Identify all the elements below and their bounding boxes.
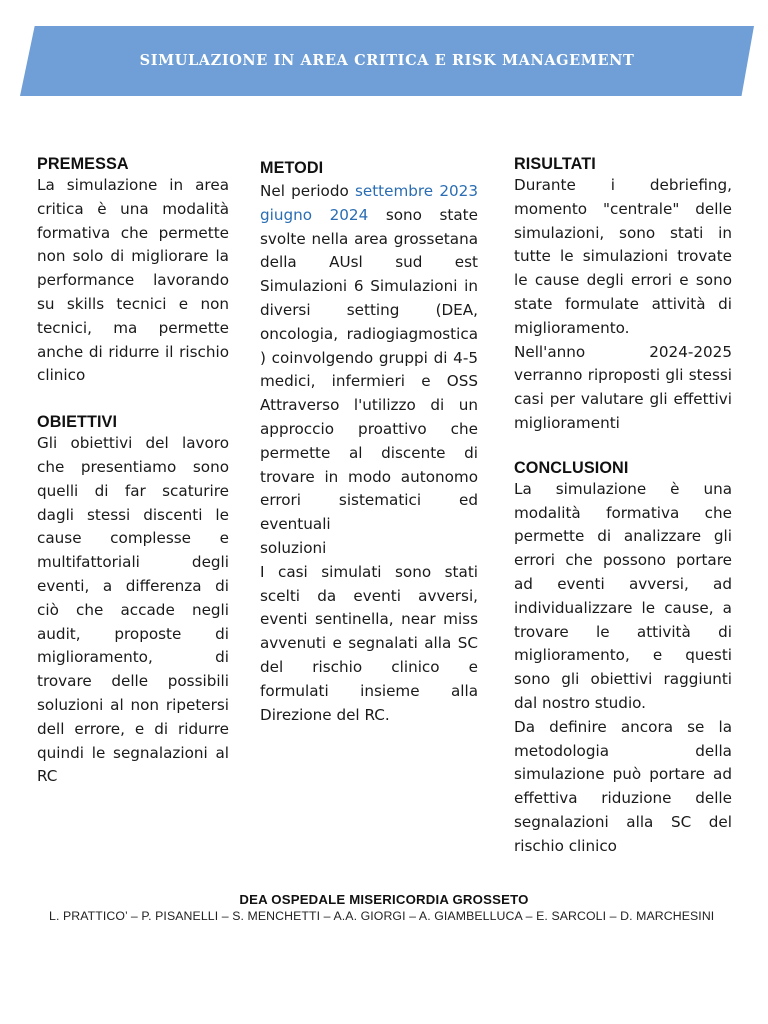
risultati-heading: RISULTATI [514,155,596,173]
right-column [514,150,732,859]
metodi-text-rest: sono state svolte nella area grossetana della AUsl sud est Simulazioni 6 Simulazioni in diversi setting (DEA, oncologia, radiogiagmostica ) coinvolgendo gruppi di 4-5 medici, infermieri e OSS Attraverso l'utilizzo di un approccio proattivo che permette al discente di trovare in modo autonomo errori sistematici ed eventuali [260,205,478,534]
section-spacer [37,388,229,412]
obiettivi-heading: OBIETTIVI [37,413,118,432]
risultati-text-2: Nell'anno 2024-2025 verranno riproposti gli stessi casi per valutare gli effettivi miglioramenti [514,342,732,432]
metodi-text-cases: I casi simulati sono stati scelti da eventi avversi, eventi sentinella, near miss avvenuti e segnalati alla SC del rischio clinico e formulati insieme alla Direzione del RC. [260,562,478,724]
footer-institution: DEA OSPEDALE MISERICORDIA GROSSETO [239,892,529,907]
obiettivi-text: Gli obiettivi del lavoro che presentiamo sono quelli di far scaturire dagli stessi discenti le cause complesse e multifattoriali degli eventi, a differenza di ciò che accade negli audit, proposte di miglioramento, di trovare delle possibili soluzioni al non ripetersi dell errore, e di ridurre quindi le segnalazioni al RC [37,434,229,786]
metodi-heading: METODI [260,159,324,177]
risultati-text-1: Durante i debriefing, momento "centrale" delle simulazioni, sono stati in tutte le simulazioni trovate le cause degli errori e sono state formulate attività di miglioramento. [514,176,732,337]
conclusioni-heading: CONCLUSIONI [514,458,629,477]
conclusioni-text-2: Da definire ancora se la metodologia della simulazione può portare ad effettiva riduzione delle segnalazioni alla SC del rischio clinico [514,717,732,855]
middle-column [260,150,478,727]
footer-authors: L. PRATTICO’ – P. PISANELLI – S. MENCHETTI – A.A. GIORGI – A. GIAMBELLUCA – E. SARCOLI – D. MARCHESINI [49,909,715,923]
section-spacer [514,436,732,458]
metodi-period-highlight: settembre 2023 giugno 2024 [260,182,478,224]
left-column [37,150,229,789]
conclusioni-text-1: La simulazione è una modalità formativa che permette di analizzare gli errori che possono portare ad eventi avversi, ad individualizzare le cause, a trovare le attività di miglioramento, e questi sono gli obiettivi raggiunti dal nostro studio. [514,479,732,712]
metodi-text-start: Nel periodo [260,182,355,200]
metodi-text [260,180,478,537]
premessa-heading: PREMESSA [37,155,129,173]
metodi-soluzioni: soluzioni [260,538,327,557]
poster-title: SIMULAZIONE IN AREA CRITICA E RISK MANAGEMENT [139,51,635,69]
premessa-text: La simulazione in area critica è una modalità formativa che permette non solo di migliorare la performance lavorando su skills tecnici e non tecnici, ma permette anche di ridurre il rischio clinico [37,176,229,385]
